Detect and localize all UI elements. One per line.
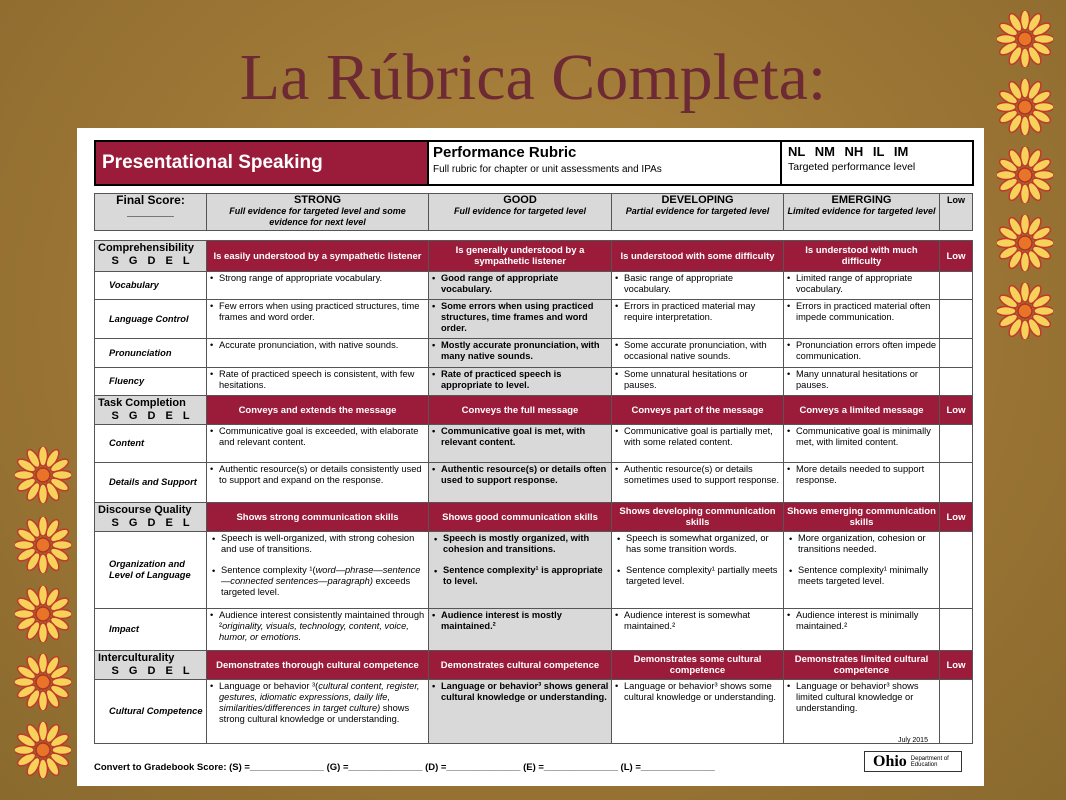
- criterion-row: [95, 272, 973, 300]
- flower-icon: [997, 147, 1053, 203]
- header-rubric-subtitle: Full rubric for chapter or unit assessments and IPAs: [433, 164, 662, 175]
- band-cell: Conveys and extends the message: [207, 396, 429, 425]
- category-cell: [95, 241, 207, 272]
- band-cell: Conveys the full message: [429, 396, 612, 425]
- rubric-cell: • Good range of appropriate vocabulary.: [429, 272, 612, 300]
- rubric-cell: • Errors in practiced material may require interpretation.: [612, 300, 784, 339]
- rubric-cell: • Audience interest is mostly maintained.²: [429, 609, 612, 651]
- rubric-cell: • Limited range of appropriate vocabulary.: [784, 272, 940, 300]
- score-low: [940, 194, 973, 231]
- low-empty: [940, 425, 973, 463]
- criterion-label: Details and Support: [95, 463, 207, 503]
- score-table: [94, 193, 973, 231]
- sgdel-label: S G D E L: [111, 255, 190, 267]
- score-developing: [612, 194, 784, 231]
- score-level: EMERGING: [831, 194, 892, 206]
- flower-icon: [997, 79, 1053, 135]
- rubric-table: [94, 240, 973, 744]
- rubric-text: • Sentence complexity¹ minimally meets targeted level.: [786, 565, 937, 587]
- score-strong: [207, 194, 429, 231]
- sgdel-label: S G D E L: [111, 517, 190, 529]
- rubric-cell: [207, 680, 429, 744]
- rubric-text: • Sentence complexity¹ is appropriate to level.: [431, 565, 609, 587]
- ohio-dept-text: Department of Education: [910, 755, 949, 768]
- rubric-header: [94, 140, 974, 186]
- rubric-cell: • Communicative goal is partially met, with some related content.: [612, 425, 784, 463]
- category-row: [95, 503, 973, 532]
- band-cell: Shows strong communication skills: [207, 503, 429, 532]
- slide-title: La Rúbrica Completa:: [239, 41, 827, 114]
- header-rubric: [429, 142, 782, 184]
- criterion-label: Impact: [95, 609, 207, 651]
- criterion-label: Fluency: [95, 368, 207, 396]
- category-cell: [95, 503, 207, 532]
- rubric-cell: • Language or behavior³ shows some cultural knowledge or understanding.: [612, 680, 784, 744]
- criterion-label: Vocabulary: [95, 272, 207, 300]
- rubric-cell: • Audience interest is minimally maintained.²: [784, 609, 940, 651]
- rubric-cell: • Some accurate pronunciation, with occasional native sounds.: [612, 339, 784, 368]
- rubric-cell: • Mostly accurate pronunciation, with many native sounds.: [429, 339, 612, 368]
- rubric-cell: • Some errors when using practiced structures, time frames and word order.: [429, 300, 612, 339]
- text-part: shows strong cultural knowledge or understanding.: [219, 703, 410, 724]
- text-part: Sentence complexity ¹(: [221, 565, 316, 575]
- flower-icon: [15, 722, 71, 778]
- score-level: DEVELOPING: [661, 194, 734, 206]
- rubric-cell: • Authentic resource(s) or details often used to support response.: [429, 463, 612, 503]
- score-desc: Limited evidence for targeted level: [787, 206, 936, 216]
- text-part: Language or behavior ³(: [219, 681, 319, 691]
- category-title: Interculturality: [98, 652, 175, 664]
- band-cell: Is understood with much difficulty: [784, 241, 940, 272]
- rubric-cell: • Some unnatural hesitations or pauses.: [612, 368, 784, 396]
- text-italic: word—phrase—sentence—connected sentences—paragraph): [221, 565, 421, 586]
- rubric-cell: • Many unnatural hesitations or pauses.: [784, 368, 940, 396]
- band-cell: Demonstrates cultural competence: [429, 651, 612, 680]
- low-cell: Low: [940, 503, 973, 532]
- text-italic: cultural content, register, gestures, idiomatic expressions, daily life, similarities/differences in target culture): [219, 681, 420, 713]
- category-title: Task Completion: [98, 397, 186, 409]
- rubric-cell: • Authentic resource(s) or details sometimes used to support response.: [612, 463, 784, 503]
- final-score-label: Final Score:: [116, 193, 185, 207]
- category-cell: [95, 396, 207, 425]
- criterion-label: Cultural Competence: [95, 680, 207, 744]
- flower-icon: [15, 447, 71, 503]
- text-part: Audience interest consistently maintained through ²: [219, 610, 425, 631]
- rubric-cell: • Strong range of appropriate vocabulary.: [207, 272, 429, 300]
- rubric-cell: • Audience interest is somewhat maintained.²: [612, 609, 784, 651]
- criterion-row: [95, 300, 973, 339]
- ohio-logo: [864, 751, 962, 772]
- rubric-cell: • Errors in practiced material often impede communication.: [784, 300, 940, 339]
- low-empty: [940, 463, 973, 503]
- levels-list: NL NM NH IL IM: [788, 144, 909, 159]
- category-title: Comprehensibility: [98, 242, 194, 254]
- levels-caption: Targeted performance level: [788, 161, 916, 173]
- band-cell: Is easily understood by a sympathetic listener: [207, 241, 429, 272]
- rubric-cell: [207, 532, 429, 609]
- rubric-cell: • Authentic resource(s) or details consistently used to support and expand on the response.: [207, 463, 429, 503]
- rubric-cell: • Communicative goal is met, with relevant content.: [429, 425, 612, 463]
- rubric-cell: • Basic range of appropriate vocabulary.: [612, 272, 784, 300]
- rubric-cell: • Pronunciation errors often impede communication.: [784, 339, 940, 368]
- band-cell: Demonstrates some cultural competence: [612, 651, 784, 680]
- score-desc: Partial evidence for targeted level: [625, 206, 770, 216]
- flower-icon: [15, 517, 71, 573]
- criterion-row: [95, 609, 973, 651]
- rubric-text: • More organization, cohesion or transitions needed.: [786, 533, 937, 555]
- band-cell: Shows developing communication skills: [612, 503, 784, 532]
- rubric-cell: • More details needed to support response.: [784, 463, 940, 503]
- header-mode: Presentational Speaking: [96, 142, 429, 184]
- ohio-logo-text: Ohio: [873, 752, 907, 770]
- rubric-cell: [784, 532, 940, 609]
- band-cell: Conveys a limited message: [784, 396, 940, 425]
- rubric-cell: • Communicative goal is minimally met, with limited content.: [784, 425, 940, 463]
- criterion-row: [95, 680, 973, 744]
- rubric-text: • Speech is well-organized, with strong cohesion and use of transitions.: [209, 533, 426, 555]
- low-empty: [940, 368, 973, 396]
- rubric-cell: [612, 532, 784, 609]
- text-italic: originality, visuals, technology, content, voice, humor, or emotions.: [219, 621, 409, 642]
- rubric-cell: • Few errors when using practiced structures, time frames and word order.: [207, 300, 429, 339]
- rubric-cell: • Accurate pronunciation, with native sounds.: [207, 339, 429, 368]
- rubric-cell: [429, 532, 612, 609]
- convert-score-line: Convert to Gradebook Score: (S) =______________ (G) =______________ (D) =______________ (E) =______________ (L) =______________: [94, 762, 715, 773]
- low-empty: [940, 532, 973, 609]
- category-cell: [95, 651, 207, 680]
- criterion-row: [95, 425, 973, 463]
- rubric-document: [77, 128, 984, 786]
- final-score-cell: [95, 194, 207, 231]
- criterion-row: [95, 368, 973, 396]
- flower-icon: [15, 586, 71, 642]
- rubric-cell: • Rate of practiced speech is appropriate to level.: [429, 368, 612, 396]
- low-cell: Low: [940, 396, 973, 425]
- rubric-cell: • Rate of practiced speech is consistent, with few hesitations.: [207, 368, 429, 396]
- rubric-text: • Speech is mostly organized, with cohesion and transitions.: [431, 533, 609, 555]
- band-cell: Is generally understood by a sympathetic listener: [429, 241, 612, 272]
- band-cell: Is understood with some difficulty: [612, 241, 784, 272]
- flower-icon: [997, 283, 1053, 339]
- sgdel-label: S G D E L: [111, 665, 190, 677]
- category-row: [95, 241, 973, 272]
- rubric-text: • Sentence complexity¹ partially meets targeted level.: [614, 565, 781, 587]
- band-cell: Conveys part of the message: [612, 396, 784, 425]
- category-row: [95, 396, 973, 425]
- text-part: exceeds targeted level.: [221, 576, 411, 597]
- rubric-text: [209, 565, 426, 598]
- low-empty: [940, 339, 973, 368]
- score-desc: Full evidence for targeted level: [453, 206, 587, 216]
- rubric-cell: [207, 609, 429, 651]
- score-level: Low: [947, 195, 965, 205]
- rubric-cell: • Communicative goal is exceeded, with elaborate and relevant content.: [207, 425, 429, 463]
- low-empty: [940, 272, 973, 300]
- band-cell: Demonstrates thorough cultural competence: [207, 651, 429, 680]
- flower-icon: [997, 11, 1053, 67]
- flower-icon: [15, 654, 71, 710]
- criterion-row: [95, 339, 973, 368]
- final-score-blank: _______: [127, 204, 174, 218]
- header-levels: [782, 142, 972, 184]
- low-cell: Low: [940, 651, 973, 680]
- category-row: [95, 651, 973, 680]
- rubric-cell: • Language or behavior³ shows limited cultural knowledge or understanding.: [784, 680, 940, 744]
- criterion-label: Language Control: [95, 300, 207, 339]
- date-label: July 2015: [898, 737, 928, 744]
- low-cell: Low: [940, 241, 973, 272]
- rubric-cell: • Language or behavior³ shows general cultural knowledge or understanding.: [429, 680, 612, 744]
- score-emerging: [784, 194, 940, 231]
- score-level: GOOD: [503, 194, 537, 206]
- header-rubric-title: Performance Rubric: [433, 144, 577, 161]
- low-empty: [940, 300, 973, 339]
- criterion-label: Content: [95, 425, 207, 463]
- score-desc: Full evidence for targeted level and some evidence for next level: [229, 206, 406, 227]
- criterion-row: [95, 463, 973, 503]
- band-cell: Shows good communication skills: [429, 503, 612, 532]
- category-title: Discourse Quality: [98, 504, 192, 516]
- criterion-label: Organization and Level of Language: [95, 532, 207, 609]
- criterion-label: Pronunciation: [95, 339, 207, 368]
- score-level: STRONG: [293, 194, 342, 206]
- flower-icon: [997, 215, 1053, 271]
- sgdel-label: S G D E L: [111, 410, 190, 422]
- rubric-text: • Speech is somewhat organized, or has some transition words.: [614, 533, 781, 555]
- low-empty: [940, 680, 973, 744]
- criterion-row: [95, 532, 973, 609]
- score-good: [429, 194, 612, 231]
- band-cell: Shows emerging communication skills: [784, 503, 940, 532]
- low-empty: [940, 609, 973, 651]
- band-cell: Demonstrates limited cultural competence: [784, 651, 940, 680]
